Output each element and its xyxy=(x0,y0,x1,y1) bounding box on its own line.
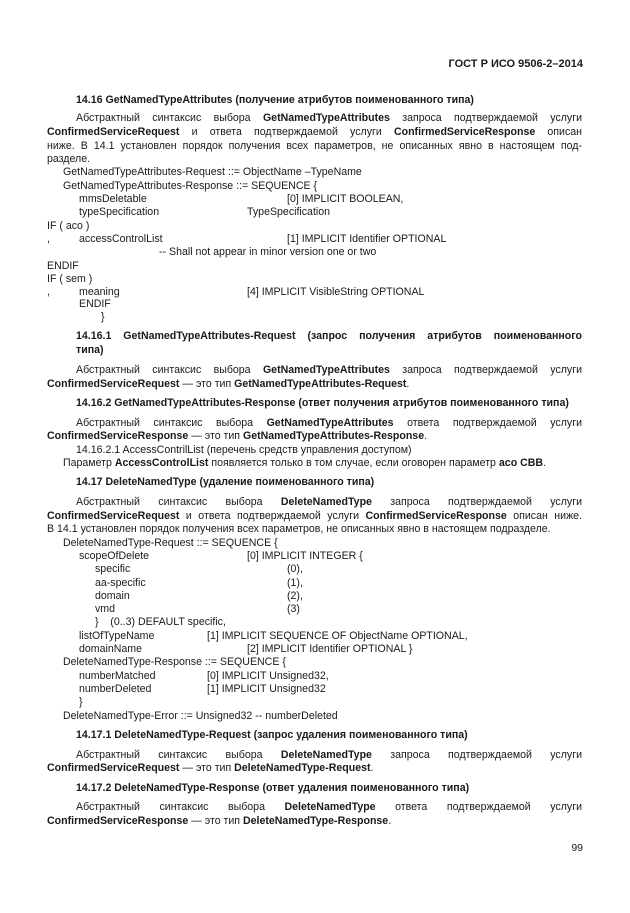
code-line: -- Shall not appear in minor version one or two xyxy=(159,246,377,258)
code-line: aa-specific xyxy=(95,577,146,589)
code-line: numberDeleted xyxy=(79,683,152,695)
paragraph-line: ConfirmedServiceRequest — это тип DeleteNamedType-Request. xyxy=(47,762,374,774)
paragraph-line: ConfirmedServiceResponse — это тип GetNamedTypeAttributes-Response. xyxy=(47,430,428,442)
section-heading: 14.17 DeleteNamedType (удаление поименованного типа) xyxy=(76,476,375,488)
paragraph-line: В 14.1 установлен порядок получения всех параметров, не описанных явно в настоящем подразделе. xyxy=(47,523,551,535)
paragraph-line: Абстрактный синтаксис выбора DeleteNamedType запроса подтверждаемой услуги xyxy=(76,496,582,508)
paragraph-line: Абстрактный синтаксис выбора GetNamedTypeAttributes запроса подтверждаемой услуги xyxy=(76,364,582,376)
code-line: ENDIF xyxy=(79,298,111,310)
code-line: } xyxy=(79,696,83,708)
code-line: IF ( sem ) xyxy=(47,273,93,285)
code-line: (3) xyxy=(287,603,300,615)
code-line: DeleteNamedType-Request ::= SEQUENCE { xyxy=(63,537,278,549)
section-heading: 14.16 GetNamedTypeAttributes (получение атрибутов поименованного типа) xyxy=(76,94,474,106)
code-line: (2), xyxy=(287,590,303,602)
paragraph-line: 14.16.2.1 AccessContrilList (перечень средств управления доступом) xyxy=(76,444,412,456)
paragraph-line: ниже. В 14.1 установлен порядок получения всех параметров, не описанных явно в настоящем под- xyxy=(47,140,582,152)
code-line: , xyxy=(47,286,50,298)
code-line: mmsDeletable xyxy=(79,193,147,205)
code-line: domain xyxy=(95,590,130,602)
code-line: listOfTypeName xyxy=(79,630,155,642)
code-line: typeSpecification xyxy=(79,206,160,218)
code-line: [2] IMPLICIT Identifier OPTIONAL } xyxy=(247,643,413,655)
paragraph-line: Абстрактный синтаксис выбора DeleteNamedType запроса подтверждаемой услуги xyxy=(76,749,582,761)
code-line: accessControlList xyxy=(79,233,163,245)
section-heading: 14.16.1 GetNamedTypeAttributes-Request (запрос получения атрибутов поименованного xyxy=(76,330,582,342)
paragraph-line: Параметр AccessControlList появляется только в том случае, если оговорен параметр aco CBB. xyxy=(63,457,547,469)
code-line: vmd xyxy=(95,603,116,615)
code-line: [1] IMPLICIT Identifier OPTIONAL xyxy=(287,233,447,245)
paragraph-line: Абстрактный синтаксис выбора GetNamedTypeAttributes запроса подтверждаемой услуги xyxy=(76,112,582,124)
code-line: DeleteNamedType-Response ::= SEQUENCE { xyxy=(63,656,286,668)
code-line: , xyxy=(47,233,50,245)
code-line: GetNamedTypeAttributes-Response ::= SEQUENCE { xyxy=(63,180,318,192)
code-line: specific xyxy=(95,563,131,575)
code-line: [1] IMPLICIT SEQUENCE OF ObjectName OPTIONAL, xyxy=(207,630,468,642)
code-line: GetNamedTypeAttributes-Request ::= ObjectName –TypeName xyxy=(63,166,362,178)
code-line: ENDIF xyxy=(47,260,79,272)
section-heading: 14.17.1 DeleteNamedType-Request (запрос удаления поименованного типа) xyxy=(76,729,468,741)
code-line: domainName xyxy=(79,643,143,655)
code-line: [1] IMPLICIT Unsigned32 xyxy=(207,683,326,695)
code-line: [4] IMPLICIT VisibleString OPTIONAL xyxy=(247,286,425,298)
paragraph-line: разделе. xyxy=(47,153,91,165)
code-line: [0] IMPLICIT Unsigned32, xyxy=(207,670,329,682)
document-header: ГОСТ Р ИСО 9506-2–2014 xyxy=(448,58,583,70)
code-line: meaning xyxy=(79,286,120,298)
page-number: 99 xyxy=(571,842,583,854)
paragraph-line: ConfirmedServiceRequest — это тип GetNamedTypeAttributes-Request. xyxy=(47,378,410,390)
code-line: TypeSpecification xyxy=(247,206,331,218)
code-line: scopeOfDelete xyxy=(79,550,150,562)
code-line: [0] IMPLICIT BOOLEAN, xyxy=(287,193,404,205)
code-line: IF ( aco ) xyxy=(47,220,90,232)
code-line: [0] IMPLICIT INTEGER { xyxy=(247,550,363,562)
code-line: (1), xyxy=(287,577,303,589)
paragraph-line: Абстрактный синтаксис выбора GetNamedTypeAttributes ответа подтверждаемой услуги xyxy=(76,417,582,429)
code-line: DeleteNamedType-Error ::= Unsigned32 -- numberDeleted xyxy=(63,710,338,722)
code-line: } xyxy=(101,311,105,323)
paragraph-line: Абстрактный синтаксис выбора DeleteNamedType ответа подтверждаемой услуги xyxy=(76,801,582,813)
code-line: (0), xyxy=(287,563,303,575)
paragraph-line: ConfirmedServiceRequest и ответа подтверждаемой услуги ConfirmedServiceResponse описан xyxy=(47,126,583,138)
section-heading: 14.17.2 DeleteNamedType-Response (ответ удаления поименованного типа) xyxy=(76,782,470,794)
section-heading: 14.16.2 GetNamedTypeAttributes-Response (ответ получения атрибутов поименованного типа) xyxy=(76,397,569,409)
paragraph-line: ConfirmedServiceRequest и ответа подтверждаемой услуги ConfirmedServiceResponse описан ниже. xyxy=(47,510,582,522)
code-line: numberMatched xyxy=(79,670,156,682)
code-line: } (0..3) DEFAULT specific, xyxy=(95,616,226,628)
paragraph-line: ConfirmedServiceResponse — это тип DeleteNamedType-Response. xyxy=(47,815,392,827)
section-heading: типа) xyxy=(76,344,104,356)
